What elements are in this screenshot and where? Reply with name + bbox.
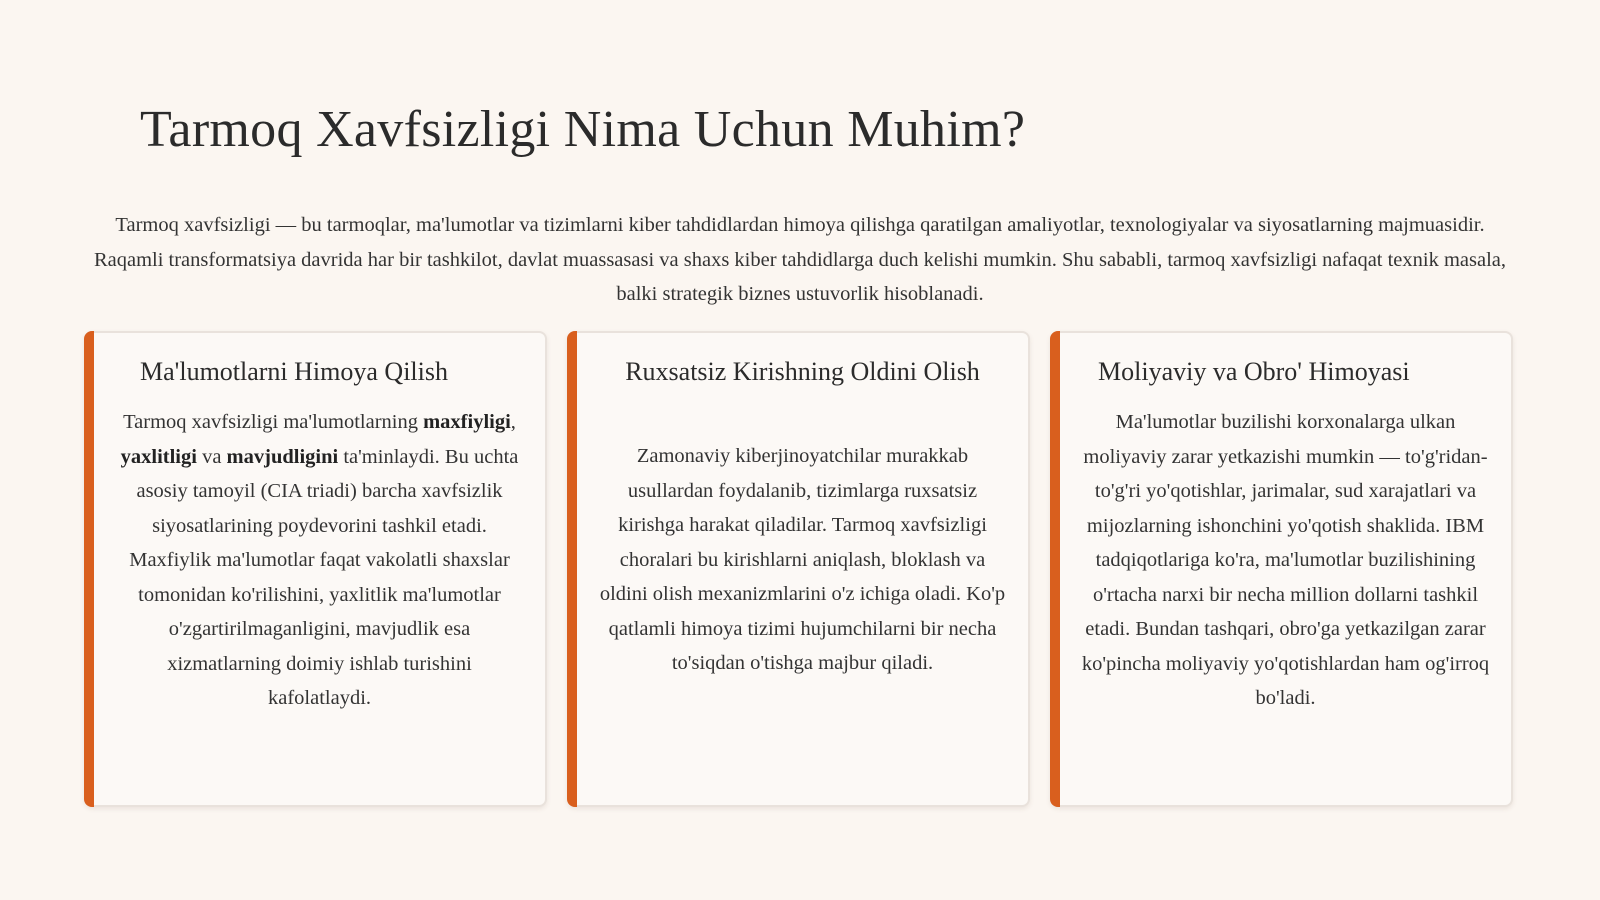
cards-row xyxy=(84,331,1515,807)
separator-text: , xyxy=(510,411,516,433)
card-body xyxy=(114,405,525,716)
card-unauthorized-access xyxy=(567,331,1030,807)
bold-term-confidentiality: maxfiyligi xyxy=(423,411,511,433)
separator-text: va xyxy=(196,445,227,468)
card-body-text: ta'minlaydi. Bu uchta asosiy tamoyil (CIA triadi) barcha xavfsizlik siyosatlarining poydevorini tashkil etadi. Maxfiylik ma'lumotlar faqat vakolatli shaxslar tomonidan ko'rilishini, yaxlitlik ma'lumotlar o'zgartirilmaganligini, mavjudlik esa xizmatlarning doimiy ishlab turishini kafolatlaydi. xyxy=(129,445,519,709)
bold-term-availability: mavjudligini xyxy=(226,445,339,468)
card-body: Ma'lumotlar buzilishi korxonalarga ulkan moliyaviy zarar yetkazishi mumkin — to'g'ridan-to'g'ri yo'qotishlar, jarimalar, sud xarajatlari va mijozlarning ishonchini yo'qotish shaklida. IBM tadqiqotlariga ko'ra, ma'lumotlar buzilishining o'rtacha narxi bir necha million dollarni tashkil etadi. Bundan tashqari, obro'ga yetkazilgan zarar ko'pincha moliyaviy yo'qotishlardan ham og'irroq bo'ladi. xyxy=(1081,411,1490,709)
intro-paragraph: Tarmoq xavfsizligi — bu tarmoqlar, ma'lumotlar va tizimlarni kiber tahdidlardan himoya qilishga qaratilgan amaliyotlar, texnologiyalar va siyosatlarning majmuasidir. Raqamli transformatsiya davrida har bir tashkilot, davlat muassasasi va shaxs kiber tahdidlarga duch kelishi mumkin. Shu sababli, tarmoq xavfsizligi nafaqat texnik masala, balki strategik biznes ustuvorlik hisoblanadi. xyxy=(93,214,1507,305)
card-title: Ruxsatsiz Kirishning Oldini Olish xyxy=(625,357,980,386)
card-data-protection xyxy=(84,331,547,807)
slide-title: Tarmoq Xavfsizligi Nima Uchun Muhim? xyxy=(140,101,1026,158)
card-body-text: Tarmoq xavfsizligi ma'lumotlarning xyxy=(123,411,424,433)
card-title: Ma'lumotlarni Himoya Qilish xyxy=(140,357,448,386)
card-body: Zamonaviy kiberjinoyatchilar murakkab usullardan foydalanib, tizimlarga ruxsatsiz kirishga harakat qiladilar. Tarmoq xavfsizligi choralari bu kirishlarni aniqlash, bloklash va oldini olish mexanizmlarini o'z ichiga oladi. Ko'p qatlamli himoya tizimi hujumchilarni bir necha to'siqdan o'tishga majbur qiladi. xyxy=(599,445,1006,674)
bold-term-integrity: yaxlitligi xyxy=(120,445,197,468)
card-financial-reputation xyxy=(1050,331,1513,807)
card-title: Moliyaviy va Obro' Himoyasi xyxy=(1098,357,1410,386)
